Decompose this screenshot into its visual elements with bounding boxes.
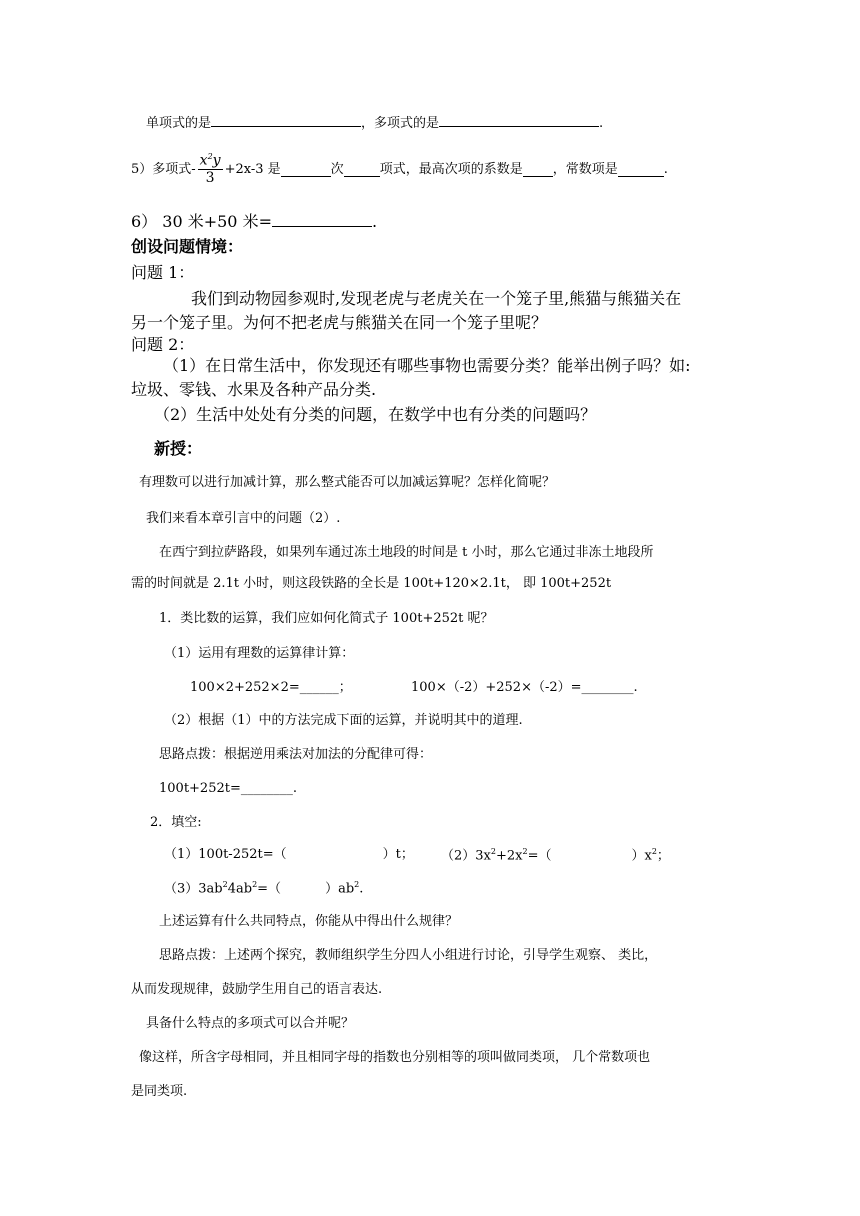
- superscript: 2: [651, 847, 657, 856]
- section-1-item: （1）运用有理数的运算律计算：: [164, 646, 355, 661]
- superscript: 2: [207, 152, 213, 161]
- paragraph: 上述运算有什么共同特点，你能从中得出什么规律？: [159, 914, 459, 929]
- blank[interactable]: [211, 113, 233, 127]
- text: 6） 30 米+50 米=: [131, 212, 272, 231]
- fill-item-2: [441, 847, 670, 864]
- line-question-5: [131, 152, 668, 187]
- text: （2）3x: [441, 848, 491, 864]
- problem-2-text: （1）在日常生活中，你发现还有哪些事物也需要分类？能举出例子吗？如:: [163, 356, 691, 375]
- text: ）x: [631, 848, 652, 864]
- blank[interactable]: [233, 113, 339, 127]
- blank[interactable]: [618, 163, 664, 177]
- problem-2-text: （2）生活中处处有分类的问题，在数学中也有分类的问题吗？: [154, 405, 597, 424]
- fill-item-1: [164, 847, 414, 863]
- text: .: [371, 212, 378, 231]
- text: ）t；: [382, 847, 414, 862]
- blank[interactable]: [339, 113, 361, 127]
- calc-a: 100×2+252×2=______；: [190, 680, 352, 695]
- hint-1: 思路点拨：根据逆用乘法对加法的分配律可得：: [159, 747, 433, 762]
- denominator: 3: [205, 170, 215, 187]
- text: .: [599, 116, 604, 131]
- fill-item-3: [164, 880, 363, 897]
- paragraph: 有理数可以进行加减计算，那么整式能否可以加减运算呢？怎样化简呢？: [139, 475, 556, 490]
- calc-b: 100×（-2）+252×（-2）=________.: [411, 680, 638, 695]
- section-1-item: （2）根据（1）中的方法完成下面的运算，并说明其中的道理.: [164, 713, 523, 728]
- blank[interactable]: [461, 113, 567, 127]
- section-2: 2．填空:: [150, 815, 202, 830]
- text: +2x: [495, 848, 523, 864]
- blank[interactable]: [567, 113, 599, 127]
- hint-2: 思路点拨：上述两个探究，教师组织学生分四人小组进行讨论，引导学生观察、 类比，: [159, 948, 658, 963]
- line-monomial-polynomial: [146, 113, 603, 132]
- problem-2-text: 垃圾、零钱、水果及各种产品分类.: [131, 380, 377, 399]
- problem-1-text: 我们到动物园参观时,发现老虎与老虎关在一个笼子里,熊猫与熊猫关在: [191, 289, 682, 308]
- problem-2-label: 问题 2：: [131, 335, 195, 354]
- superscript: 2: [222, 880, 228, 889]
- blank[interactable]: [439, 113, 461, 127]
- text: （3）3ab: [164, 881, 223, 897]
- equation-1: 100t+252t=________.: [159, 781, 297, 796]
- text: ；: [656, 848, 670, 864]
- superscript: 2: [252, 880, 258, 889]
- text: .: [359, 881, 364, 897]
- section-1: 1．类比数的运算，我们应如何化简式子 100t+252t 呢？: [159, 611, 494, 626]
- fraction: [198, 152, 223, 187]
- text: （1）100t-252t=（: [164, 847, 287, 862]
- text: x: [199, 152, 208, 169]
- hint-2: 从而发现规律，鼓励学生用自己的语言表达.: [131, 982, 383, 997]
- heading-new-lesson: 新授：: [154, 439, 203, 458]
- text: ，常数项是: [552, 161, 618, 177]
- text: 项式，最高次项的系数是: [379, 161, 523, 177]
- blank[interactable]: [281, 163, 331, 177]
- problem-1-label: 问题 1：: [131, 263, 195, 282]
- text: 5）多项式-: [131, 161, 196, 177]
- definition: 是同类项.: [131, 1084, 188, 1099]
- text: ，多项式的是: [361, 116, 440, 131]
- paragraph: 在西宁到拉萨路段，如果列车通过冻土地段的时间是 t 小时，那么它通过非冻土地段所: [159, 545, 654, 560]
- line-question-6: [131, 211, 377, 231]
- text: y: [212, 152, 221, 169]
- superscript: 2: [354, 880, 360, 889]
- paragraph: 需的时间就是 2.1t 小时，则这段铁路的全长是 100t+120×2.1t， 即 100t+252t: [131, 576, 612, 591]
- text: =（: [527, 848, 552, 864]
- blank[interactable]: [523, 163, 553, 177]
- text: =（: [257, 881, 282, 897]
- text: ）ab: [325, 881, 355, 897]
- text: 次: [330, 161, 344, 177]
- superscript: 2: [522, 847, 528, 856]
- blank[interactable]: [272, 211, 372, 227]
- blank[interactable]: [344, 163, 380, 177]
- problem-1-text: 另一个笼子里。为何不把老虎与熊猫关在同一个笼子里呢？: [131, 313, 548, 332]
- paragraph: 具备什么特点的多项式可以合并呢？: [146, 1016, 355, 1031]
- text: 4ab: [227, 881, 253, 897]
- paragraph: 我们来看本章引言中的问题（2）.: [146, 511, 341, 526]
- heading-problem-situation: 创设问题情境：: [131, 237, 244, 256]
- text: 单项式的是: [146, 116, 212, 131]
- text: .: [663, 161, 668, 177]
- definition: 像这样，所含字母相同，并且相同字母的指数也分别相等的项叫做同类项， 几个常数项也: [139, 1050, 651, 1065]
- text: +2x-3 是: [224, 161, 281, 177]
- superscript: 2: [490, 847, 496, 856]
